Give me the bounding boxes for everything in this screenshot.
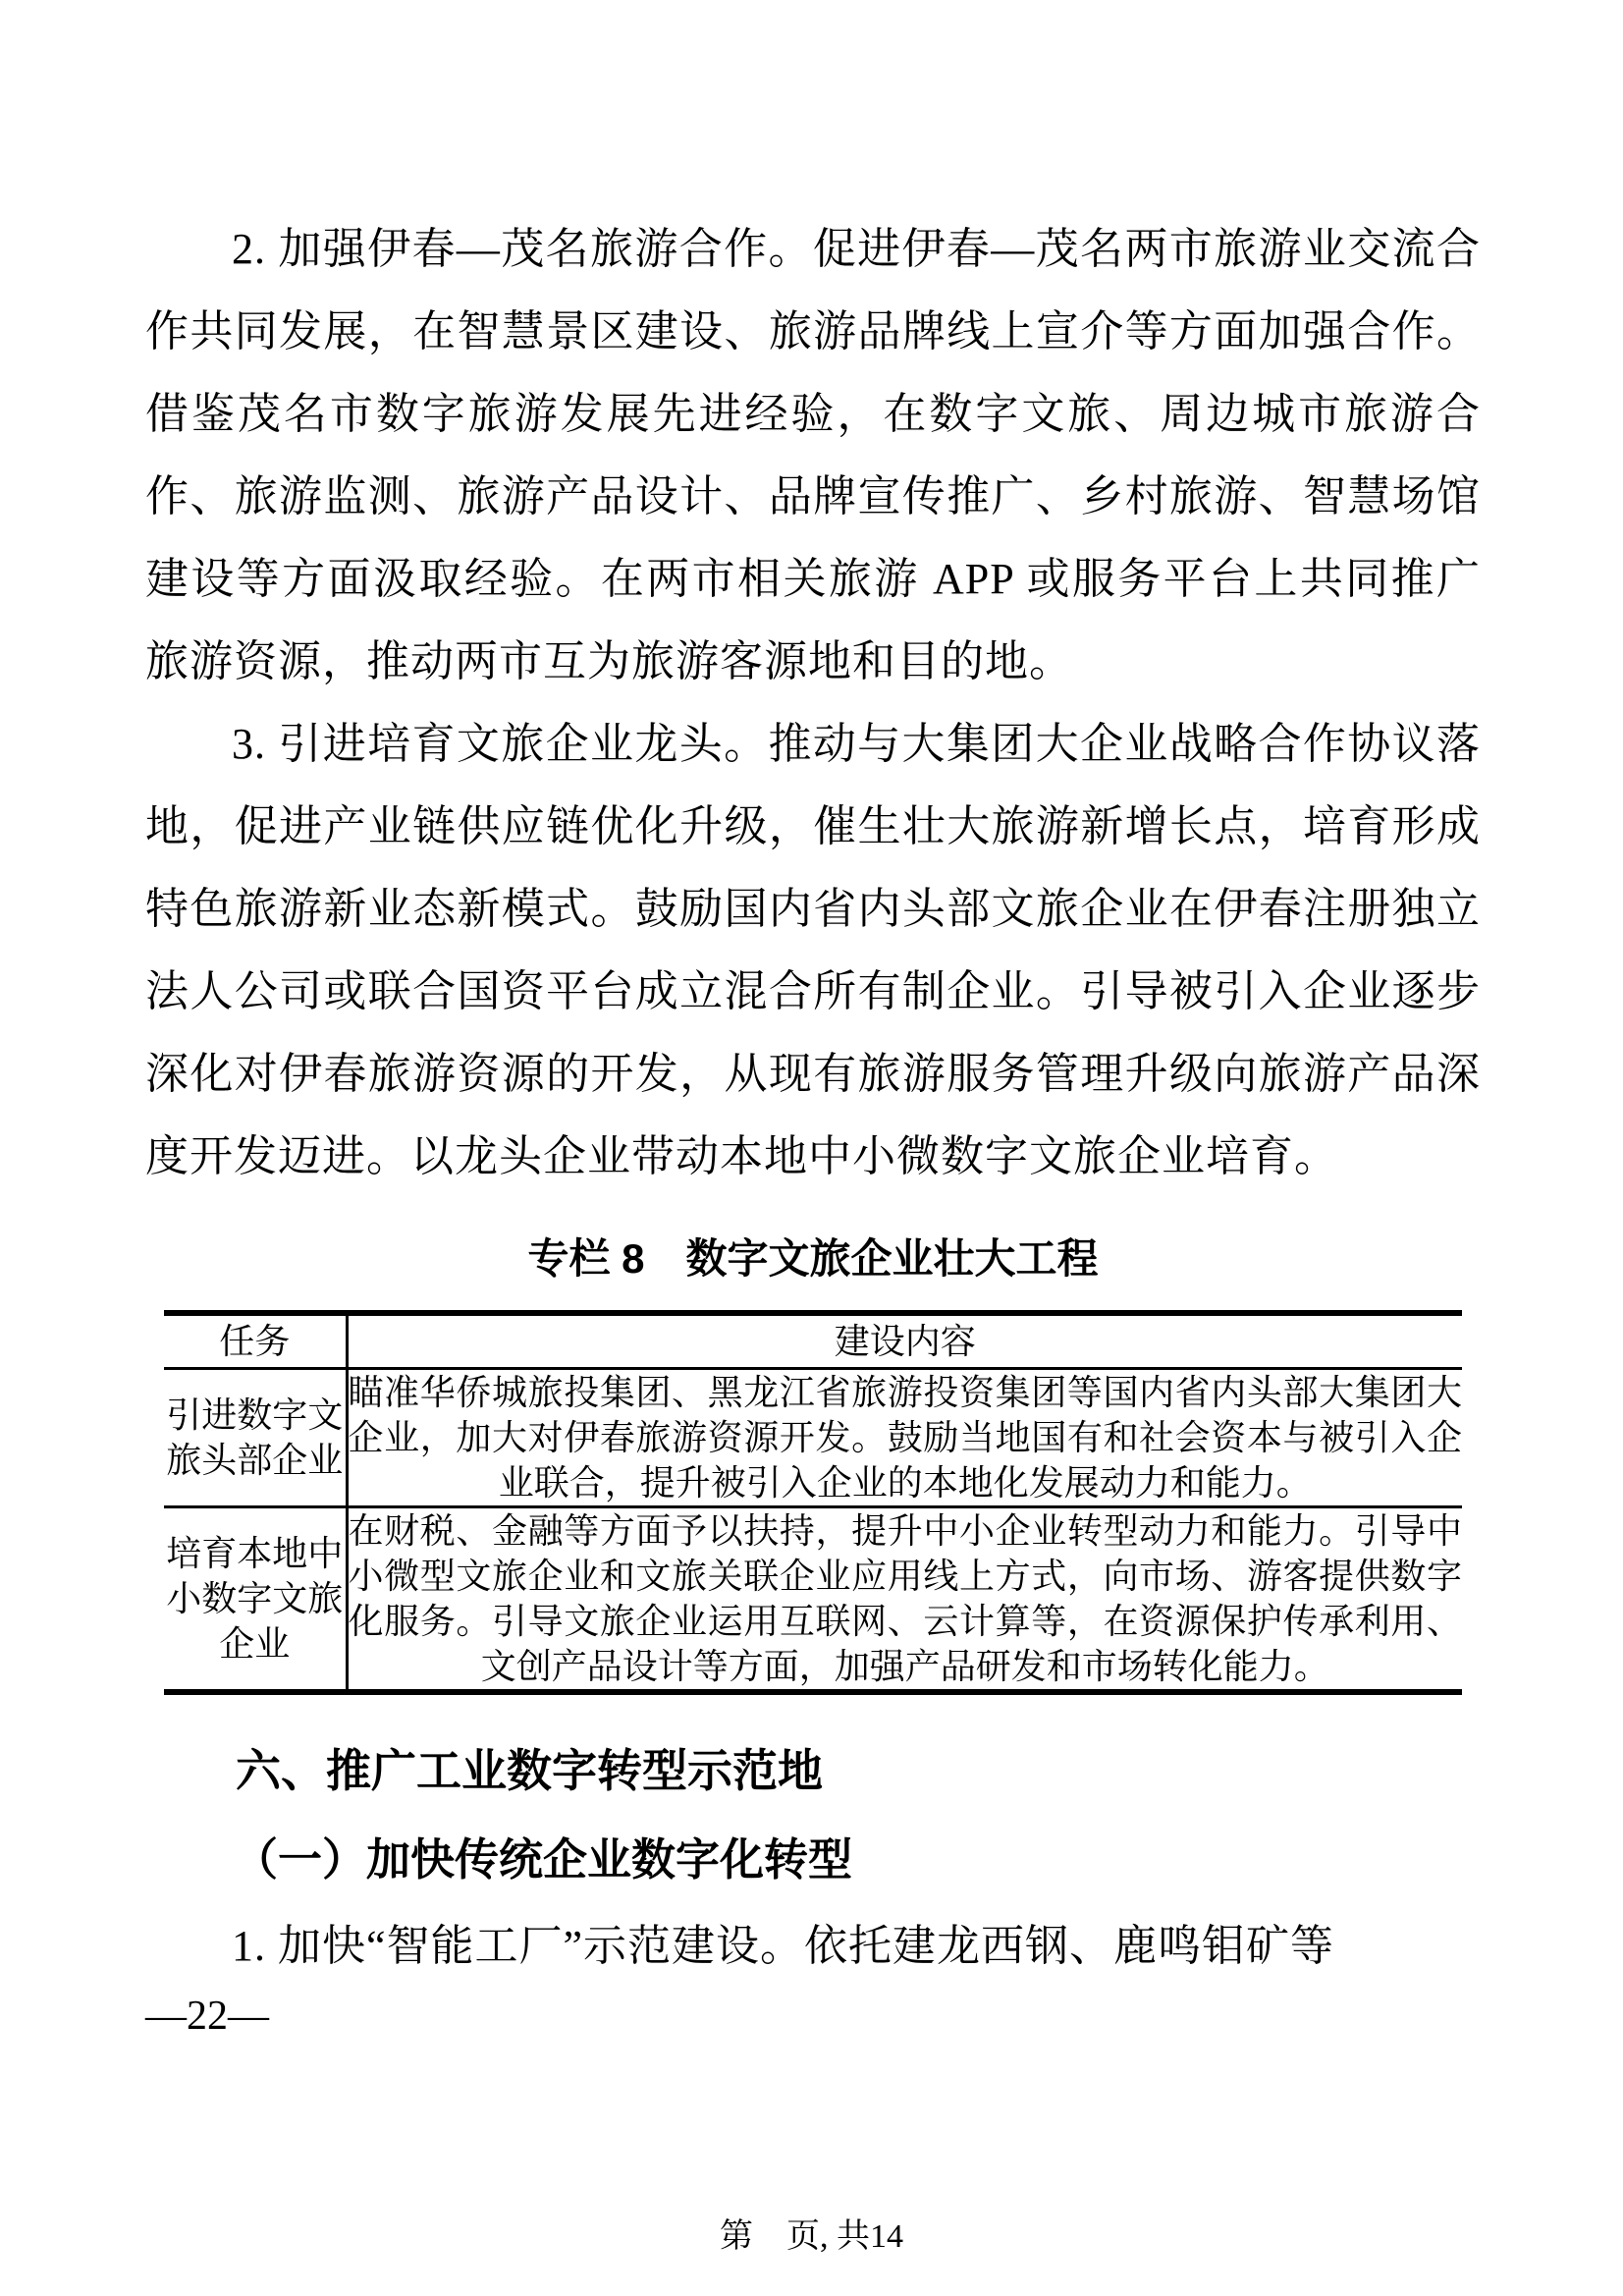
table-header-content: 建设内容 bbox=[347, 1313, 1462, 1369]
table-row bbox=[164, 1507, 1462, 1693]
table-header-task: 任务 bbox=[164, 1313, 347, 1369]
table-cell-task-1: 引进数字文旅头部企业 bbox=[164, 1369, 347, 1507]
paragraph-smart-factory: 1. 加快“智能工厂”示范建设。依托建龙西钢、鹿鸣钼矿等 bbox=[232, 1922, 1335, 1970]
table-header-row bbox=[164, 1313, 1462, 1369]
paragraph-yichun-maoming-cooperation: 2. 加强伊春—茂名旅游合作。促进伊春—茂名两市旅游业交流合作共同发展，在智慧景区建设、旅游品牌线上宣介等方面加强合作。借鉴茂名市数字旅游发展先进经验，在数字文旅、周边城市旅游合作、旅游监测、旅游产品设计、品牌宣传推广、乡村旅游、智慧场馆建设等方面汲取经验。在两市相关旅游 APP 或服务平台上共同推广旅游资源，推动两市互为旅游客源地和目的地。 bbox=[145, 225, 1481, 685]
table-cell-task-2: 培育本地中小数字文旅企业 bbox=[164, 1507, 347, 1693]
table-cell-content-2: 在财税、金融等方面予以扶持，提升中小企业转型动力和能力。引导中小微型文旅企业和文旅关联企业应用线上方式，向市场、游客提供数字化服务。引导文旅企业运用互联网、云计算等，在资源保护传承利用、文创产品设计等方面，加强产品研发和市场转化能力。 bbox=[348, 1511, 1462, 1686]
footer-page-info: 第 页, 共14 bbox=[720, 2218, 903, 2255]
section-heading-industry-digital-transformation: 六、推广工业数字转型示范地 bbox=[236, 1745, 823, 1796]
paragraph-cultural-tourism-leaders: 3. 引进培育文旅企业龙头。推动与大集团大企业战略合作协议落地，促进产业链供应链优化升级，催生壮大旅游新增长点，培育形成特色旅游新业态新模式。鼓励国内省内头部文旅企业在伊春注册独立法人公司或联合国资平台成立混合所有制企业。引导被引入企业逐步深化对伊春旅游资源的开发，从现有旅游服务管理升级向旅游产品深度开发迈进。以龙头企业带动本地中小微数字文旅企业培育。 bbox=[145, 720, 1481, 1180]
subsection-heading-traditional-enterprise-digitalization: （一）加快传统企业数字化转型 bbox=[234, 1835, 853, 1885]
table-cell-content-1: 瞄准华侨城旅投集团、黑龙江省旅游投资集团等国内省内头部大集团大企业，加大对伊春旅游资源开发。鼓励当地国有和社会资本与被引入企业联合，提升被引入企业的本地化发展动力和能力。 bbox=[347, 1369, 1462, 1507]
table-row bbox=[164, 1369, 1462, 1507]
document-content bbox=[145, 208, 1481, 2039]
page-number: —22— bbox=[145, 1994, 269, 2039]
panel-8-table bbox=[164, 1310, 1462, 1695]
panel-8-title: 专栏 8 数字文旅企业壮大工程 bbox=[527, 1235, 1099, 1282]
